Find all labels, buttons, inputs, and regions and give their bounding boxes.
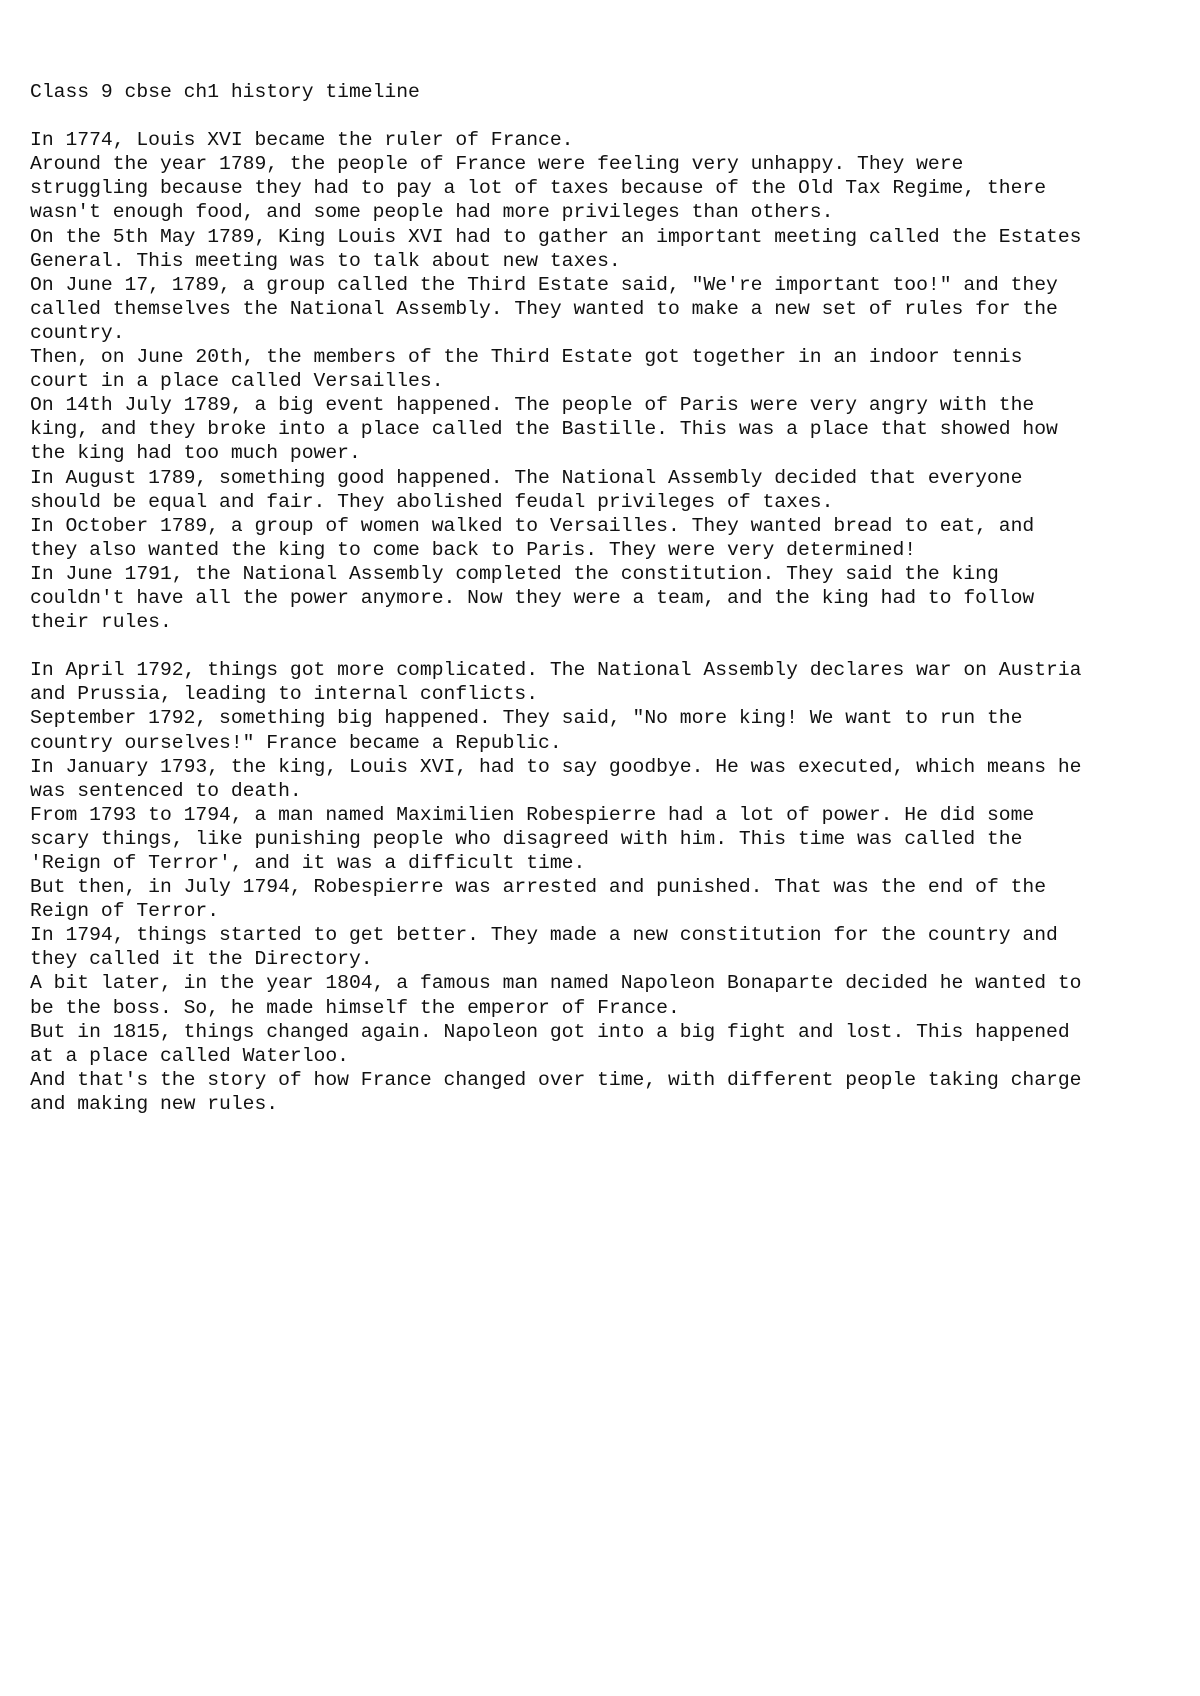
blank-line — [30, 634, 1190, 658]
text-line: Reign of Terror. — [30, 900, 220, 923]
text-line: In January 1793, the king, Louis XVI, had to say goodbye. He was executed, which means he — [30, 755, 1082, 778]
text-line: September 1792, something big happened. They said, "No more king! We want to run the — [30, 707, 1023, 730]
text-line: struggling because they had to pay a lot of taxes because of the Old Tax Regime, there — [30, 177, 1047, 200]
text-line: On June 17, 1789, a group called the Third Estate said, "We're important too!" and they — [30, 273, 1058, 296]
paragraph-block-2 — [30, 658, 1190, 1116]
text-line: they called it the Directory. — [30, 948, 373, 971]
text-line: A bit later, in the year 1804, a famous man named Napoleon Bonaparte decided he wanted to — [30, 972, 1082, 995]
document-title: Class 9 cbse ch1 history timeline — [30, 81, 420, 103]
text-line: was sentenced to death. — [30, 779, 302, 802]
text-line: In April 1792, things got more complicated. The National Assembly declares war on Austria — [30, 659, 1082, 682]
text-line: On 14th July 1789, a big event happened. The people of Paris were very angry with the — [30, 394, 1035, 417]
text-line: In August 1789, something good happened. The National Assembly decided that everyone — [30, 466, 1023, 489]
text-line: Then, on June 20th, the members of the Third Estate got together in an indoor tennis — [30, 346, 1023, 369]
text-line: couldn't have all the power anymore. Now they were a team, and the king had to follow — [30, 586, 1035, 609]
text-line: should be equal and fair. They abolished feudal privileges of taxes. — [30, 490, 834, 513]
text-line: wasn't enough food, and some people had more privileges than others. — [30, 201, 834, 224]
paragraph-block-1 — [30, 128, 1190, 634]
text-line: In 1794, things started to get better. They made a new constitution for the country and — [30, 924, 1058, 947]
text-line: In 1774, Louis XVI became the ruler of France. — [30, 129, 574, 152]
text-line: scary things, like punishing people who disagreed with him. This time was called the — [30, 827, 1023, 850]
text-line: country ourselves!" France became a Republic. — [30, 731, 562, 754]
text-line: In June 1791, the National Assembly completed the constitution. They said the king — [30, 562, 999, 585]
text-line: country. — [30, 321, 125, 344]
document-page — [30, 80, 1190, 1116]
text-line: But then, in July 1794, Robespierre was arrested and punished. That was the end of the — [30, 876, 1047, 899]
text-line: General. This meeting was to talk about new taxes. — [30, 249, 621, 272]
text-line: be the boss. So, he made himself the emperor of France. — [30, 996, 680, 1019]
text-line: In October 1789, a group of women walked to Versailles. They wanted bread to eat, and — [30, 514, 1035, 537]
text-line: they also wanted the king to come back to Paris. They were very determined! — [30, 538, 917, 561]
blank-line — [30, 104, 1190, 128]
text-line: And that's the story of how France changed over time, with different people taking charge — [30, 1068, 1082, 1091]
text-line: and making new rules. — [30, 1092, 279, 1115]
text-line: 'Reign of Terror', and it was a difficult time. — [30, 852, 586, 874]
text-line: But in 1815, things changed again. Napoleon got into a big fight and lost. This happened — [30, 1020, 1070, 1043]
text-line: the king had too much power. — [30, 442, 361, 465]
text-line: Around the year 1789, the people of France were feeling very unhappy. They were — [30, 153, 964, 176]
text-line: king, and they broke into a place called the Bastille. This was a place that showed how — [30, 418, 1058, 441]
text-line: at a place called Waterloo. — [30, 1044, 349, 1067]
text-line: From 1793 to 1794, a man named Maximilien Robespierre had a lot of power. He did some — [30, 803, 1035, 826]
text-line: court in a place called Versailles. — [30, 370, 444, 393]
text-line: called themselves the National Assembly. They wanted to make a new set of rules for the — [30, 297, 1058, 320]
text-line: their rules. — [30, 611, 172, 634]
text-line: and Prussia, leading to internal conflicts. — [30, 683, 539, 706]
text-line: On the 5th May 1789, King Louis XVI had to gather an important meeting called the Estates — [30, 225, 1082, 248]
